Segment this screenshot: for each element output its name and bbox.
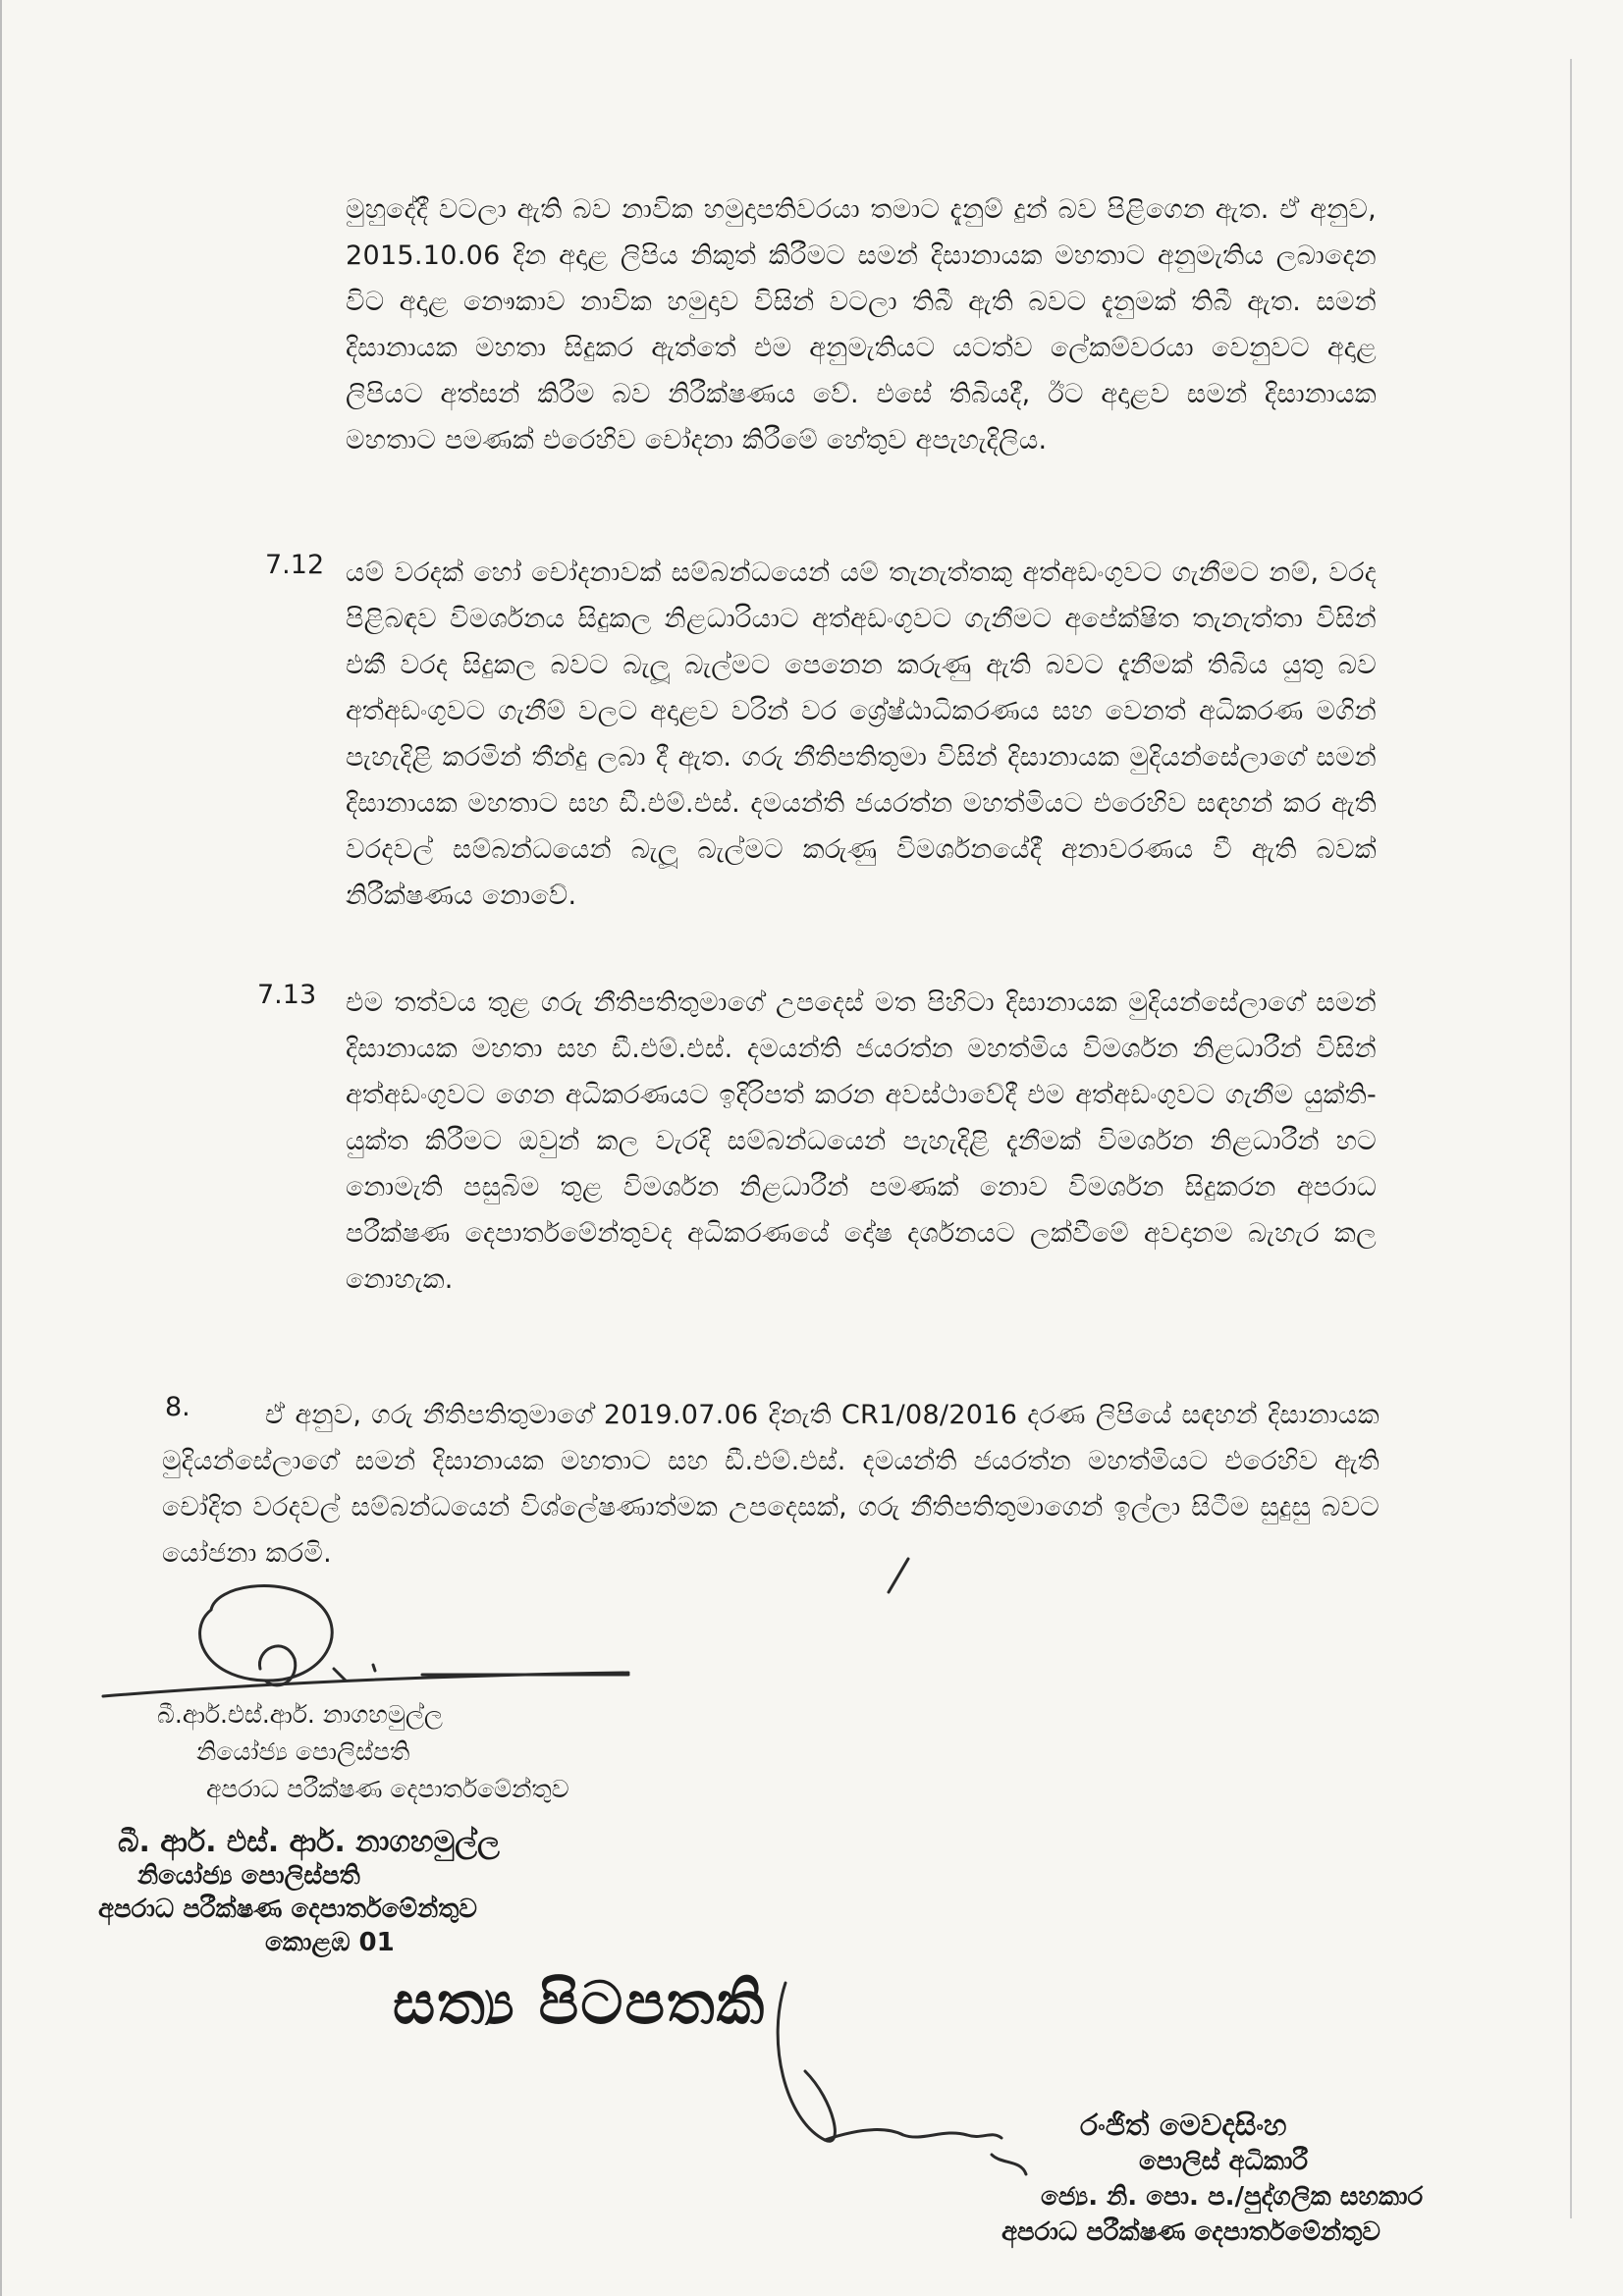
- officer-rank: පොලිස් අධිකාරී: [1139, 2147, 1309, 2176]
- signature-tick: [334, 1665, 375, 1681]
- paragraph-7-11-continuation: මුහුදේදී වටලා ඇති බව නාවික හමුදාපතිවරයා තමාට දැනුම් දුන් බව පිළිගෙන ඇත. ඒ අනුව, 2015.10.06 දින අදාළ ලිපිය නිකුත් කිරීමට සමන් දිසානායක මහතාට අනුමැතිය ලබාදෙන විට අදාළ නෞකාව නාවික හමුදාව විසින් වටලා තිබී ඇති බවට දැනුමක් තිබී ඇත. සමන් දිසානායක මහතා සිදුකර ඇත්තේ එම අනුමැතියට යටත්ව ලේකම්වරයා වෙනුවට අදාළ ලිපියට අත්සන් කිරීම බව නිරීක්ෂණය වේ. එසේ තිබියදී, ඊට අදාළව සමන් දිසානායක මහතාට පමණක් එරෙහිව චෝදනා කිරීමේ හේතුව අපැහැදිලිය.: [346, 194, 1377, 455]
- typed-title: නියෝජ්‍ය පොලිස්පති: [196, 1737, 410, 1766]
- typed-name: බී.ආර්.එස්.ආර්. නාගහමුල්ල: [157, 1700, 444, 1729]
- signature-underline: [103, 1673, 628, 1696]
- officer-post: ජ්‍යෙ. නි. පො. ප./පුද්ගලික සහකාර: [1041, 2182, 1424, 2212]
- officer-name: රංජිත් මෙවදසිංහ: [1080, 2109, 1287, 2143]
- stamp-city: කොළඹ 01: [265, 1928, 395, 1957]
- stamp-name: බී. ආර්. එස්. ආර්. නාගහමුල්ල: [118, 1825, 500, 1859]
- signature-stroke-main: [200, 1586, 333, 1682]
- typed-department: අපරාධ පරීක්ෂණ දෙපාර්තමේන්තුව: [206, 1775, 569, 1803]
- paragraph-number-7-13: 7.13: [257, 980, 317, 1010]
- seal-signature-loop: [778, 1983, 835, 2141]
- paragraph-8: ඒ අනුව, ගරු නීතිපතිතුමාගේ 2019.07.06 දිනැති CR1/08/2016 දරණ ලිපියේ සඳහන් දිසානායක මුදියන්සේලාගේ සමන් දිසානායක මහතාට සහ ඩී.එම්.එස්. දමයන්ති ජයරත්න මහත්මියට එරෙහිව ඇති චෝදිත වරදවල් සම්බන්ධයෙන් විශ්ලේෂණාත්මක උපදෙසක්, ගරු නීතිපතිතුමාගෙන් ඉල්ලා සිටීම සුදුසු බවට යෝජනා කරමි.: [162, 1400, 1380, 1569]
- stamp-title: නියෝජ්‍ය පොලිස්පති: [137, 1861, 360, 1891]
- paragraph-number-8: 8.: [165, 1392, 190, 1422]
- stamp-department: අපරාධ පරීක්ෂණ දෙපාර්තමේන්තුව: [98, 1895, 478, 1924]
- true-copy-seal: සත්‍ය පිටපතකි: [393, 1969, 767, 2038]
- seal-signature-scribble: [825, 2130, 1001, 2140]
- paragraph-7-12: යම් වරදක් හෝ චෝදනාවක් සම්බන්ධයෙන් යම් තැනැත්තකු අත්අඩංගුවට ගැනීමට නම්, වරද පිළිබඳව විමර්ශනය සිදුකල නිළධාරියාට අත්අඩංගුවට ගැනීමට අපේක්ෂිත තැනැත්තා විසින් එකී වරද සිදුකල බවට බැලූ බැල්මට පෙනෙන කරුණු ඇති බවට දැනීමක් තිබිය යුතු බව අත්අඩංගුවට ගැනීම් වලට අදාළව වරින් වර ශ්‍රේෂ්ඨාධිකරණය සහ වෙනත් අධිකරණ මගින් පැහැදිළි කරමින් තීන්දු ලබා දී ඇත. ගරු නීතිපතිතුමා විසින් දිසානායක මුදියන්සේලාගේ සමන් දිසානායක මහතාට සහ ඩී.එම්.එස්. දමයන්ති ජයරත්න මහත්මියට එරෙහිව සඳහන් කර ඇති වරදවල් සම්බන්ධයෙන් බැලූ බැල්මට කරුණු විමර්ශනයේදී අනාවරණය වී ඇති බවක් නිරීක්ෂණය නොවේ.: [346, 558, 1377, 911]
- paragraph-7-13: එම තත්වය තුළ ගරු නීතිපතිතුමාගේ උපදෙස් මත පිහිටා දිසානායක මුදියන්සේලාගේ සමන් දිසානායක මහතා සහ ඩී.එම්.එස්. දමයන්ති ජයරත්න මහත්මිය විමර්ශන නිළධාරීන් විසින් අත්අඩංගුවට ගෙන අධිකරණයට ඉදිරිපත් කරන අවස්ථාවේදී එම අත්අඩංගුවට ගැනීම යුක්ති-යුක්ත කිරීමට ඔවුන් කල වැරදි සම්බන්ධයෙන් පැහැදිළි දැනීමක් විමර්ශන නිළධාරීන් හට නොමැති පසුබිම තුළ විමර්ශන නිළධාරීන් පමණක් නොව විමර්ශන සිදුකරන අපරාධ පරීක්ෂණ දෙපාර්තමේන්තුවද අධිකරණයේ දෝෂ දර්ශනයට ලක්වීමේ අවදානම බැහැර කල නොහැක.: [346, 988, 1377, 1295]
- seal-signature-tail: [992, 2155, 1026, 2174]
- closing-slash: [889, 1559, 908, 1592]
- paragraph-number-7-12: 7.12: [265, 550, 325, 580]
- officer-department: අපරාධ පරීක්ෂණ දෙපාර්තමේන්තුව: [1001, 2217, 1381, 2247]
